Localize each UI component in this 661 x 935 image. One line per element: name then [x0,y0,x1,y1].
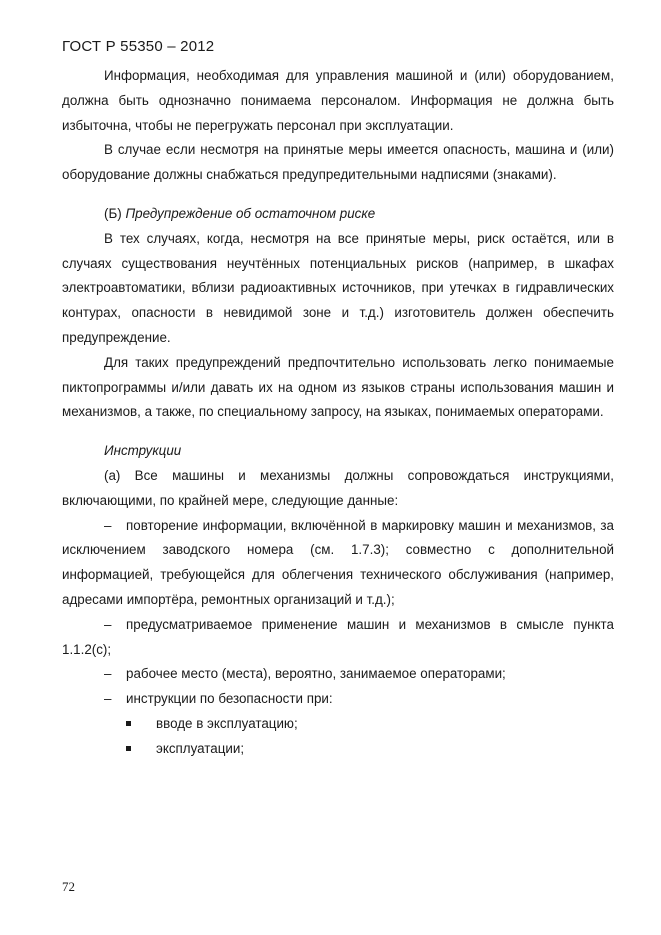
dash-marker: – [104,666,112,682]
bullet-square-icon [126,712,156,737]
spacer [62,425,614,439]
sub-list-item-text: вводе в эксплуатацию; [156,715,298,731]
list-item [62,514,614,613]
list-item-text: повторение информации, включённой в маркировку машин и механизмов, за исключением заводского номера (см. 1.7.3); совместно с дополнительной информацией, требующейся для облегчения технического обслуживания (например, адресами импортёра, ремонтных организаций и т.д.); [62,517,614,607]
list-item [62,662,614,687]
section-heading-title: Инструкции [104,443,182,459]
sub-list-item [62,712,614,737]
paragraph: Для таких предупреждений предпочтительно использовать легко понимаемые пиктопрограммы и/или давать их на одном из языков страны использования машин и механизмов, а также, по специальному запросу, на языках, понимаемых операторами. [62,354,614,420]
sub-list-item [62,737,614,762]
paragraph: (а) Все машины и механизмы должны сопровождаться инструкциями, включающими, по крайней мере, следующие данные: [62,467,614,508]
document-body [62,64,614,762]
bullet-square-icon [126,737,156,762]
list-item-text: рабочее место (места), вероятно, занимаемое операторами; [126,666,506,682]
dash-marker: – [104,616,112,632]
section-heading [62,439,614,464]
spacer [62,188,614,202]
section-heading-prefix: (Б) [104,205,126,221]
dash-marker: – [104,691,112,707]
paragraph: В случае если несмотря на принятые меры имеется опасность, машина и (или) оборудование должны снабжаться предупредительными надписями (знаками). [62,142,614,183]
page-number: 72 [62,879,75,894]
sub-list-item-text: эксплуатации; [156,740,245,756]
list-item-text: предусматриваемое применение машин и механизмов в смысле пункта 1.1.2(с); [62,616,614,657]
paragraph: Информация, необходимая для управления машиной и (или) оборудованием, должна быть однозначно понимаема персоналом. Информация не должна быть избыточна, чтобы не перегружать персонал при эксплуатации. [62,68,614,133]
list-item [62,613,614,663]
list-item-text: инструкции по безопасности при: [126,691,333,707]
list-item [62,687,614,712]
section-heading-title: Предупреждение об остаточном риске [125,205,376,221]
dash-marker: – [104,517,112,533]
document-header: ГОСТ Р 55350 – 2012 [62,38,215,55]
paragraph: В тех случаях, когда, несмотря на все принятые меры, риск остаётся, или в случаях существования неучтённых потенциальных рисков (например, в шкафах электроавтоматики, вблизи радиоактивных источников, при утечках в гидравлических контурах, опасности в невидимой зоне и т.д.) изготовитель должен обеспечить предупреждение. [62,230,614,345]
section-heading [62,202,614,227]
